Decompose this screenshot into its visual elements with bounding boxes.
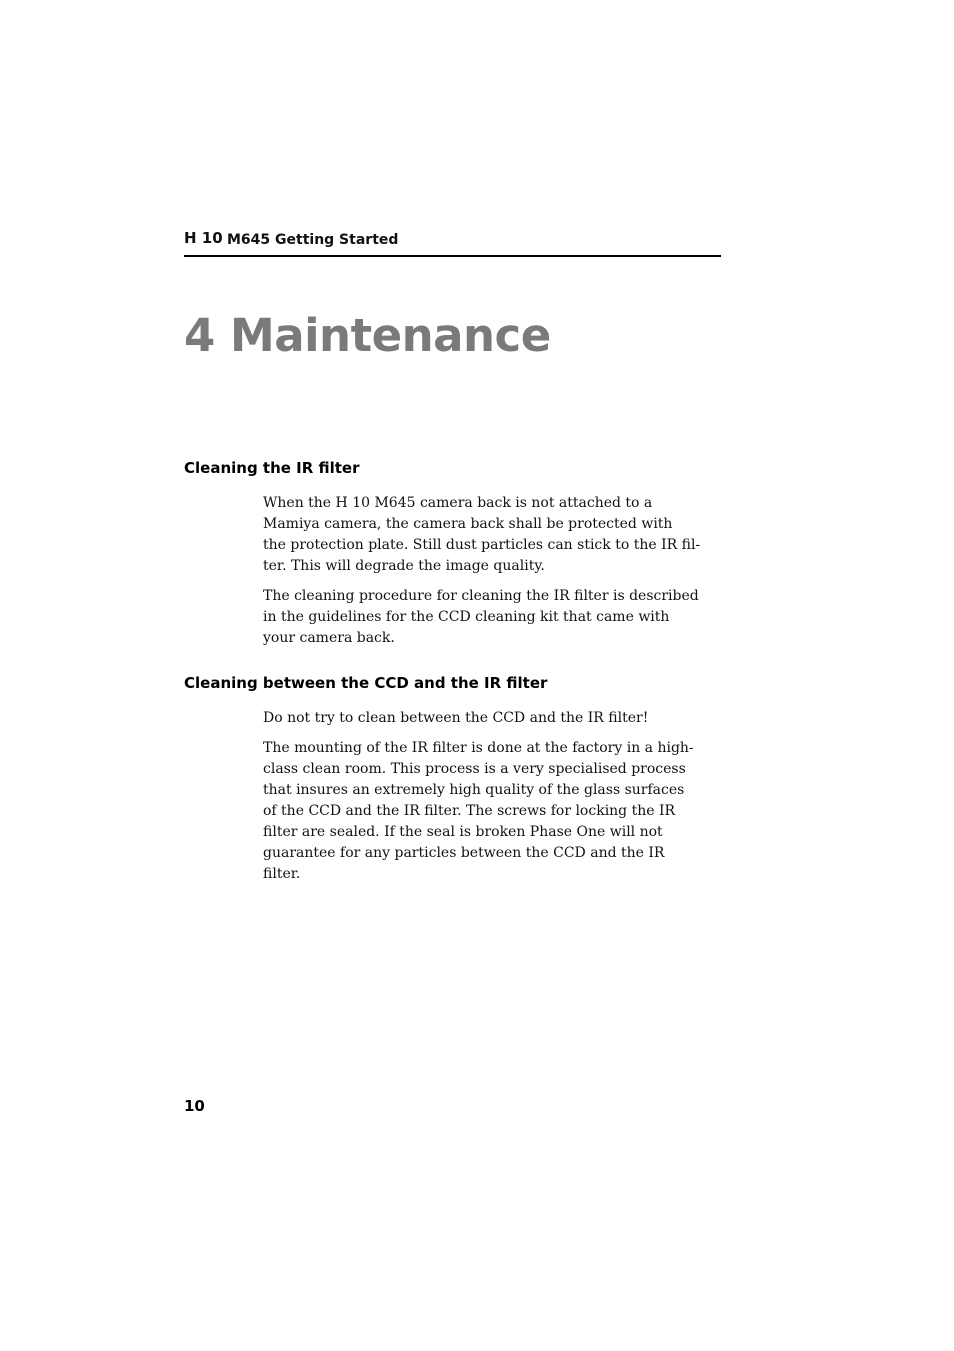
- section-body-cleaning-ir-filter: [263, 493, 723, 658]
- chapter-title: 4 Maintenance: [184, 309, 551, 362]
- text-line: in the guidelines for the CCD cleaning kit that came with: [263, 609, 670, 625]
- text-line: The mounting of the IR filter is done at the factory in a high-: [263, 740, 694, 756]
- text-line: class clean room. This process is a very specialised process: [263, 761, 686, 777]
- text-line: When the H 10 M645 camera back is not attached to a: [263, 495, 653, 511]
- text-line: filter are sealed. If the seal is broken Phase One will not: [263, 824, 663, 840]
- running-header: [184, 229, 721, 257]
- text-line: the protection plate. Still dust particles can stick to the IR fil-: [263, 537, 701, 553]
- text-line: The cleaning procedure for cleaning the IR filter is described: [263, 588, 699, 604]
- text-line: guarantee for any particles between the CCD and the IR: [263, 845, 665, 861]
- section-heading-cleaning-ir-filter: Cleaning the IR filter: [184, 459, 360, 477]
- section-body-cleaning-between-ccd-ir: [263, 708, 723, 894]
- text-line: Mamiya camera, the camera back shall be protected with: [263, 516, 673, 532]
- paragraph: [263, 493, 723, 577]
- text-line: that insures an extremely high quality of the glass surfaces: [263, 782, 685, 798]
- paragraph: [263, 738, 723, 885]
- header-title: M645 Getting Started: [227, 232, 399, 248]
- paragraph: [263, 708, 723, 729]
- paragraph: [263, 586, 723, 649]
- page-number: 10: [184, 1097, 205, 1115]
- text-line: of the CCD and the IR filter. The screws for locking the IR: [263, 803, 676, 819]
- text-line: ter. This will degrade the image quality.: [263, 558, 545, 574]
- section-heading-cleaning-between-ccd-ir: Cleaning between the CCD and the IR filter: [184, 674, 548, 692]
- header-model: H 10: [184, 229, 223, 247]
- text-line: filter.: [263, 866, 301, 882]
- text-line: Do not try to clean between the CCD and the IR filter!: [263, 710, 649, 726]
- text-line: your camera back.: [263, 630, 395, 646]
